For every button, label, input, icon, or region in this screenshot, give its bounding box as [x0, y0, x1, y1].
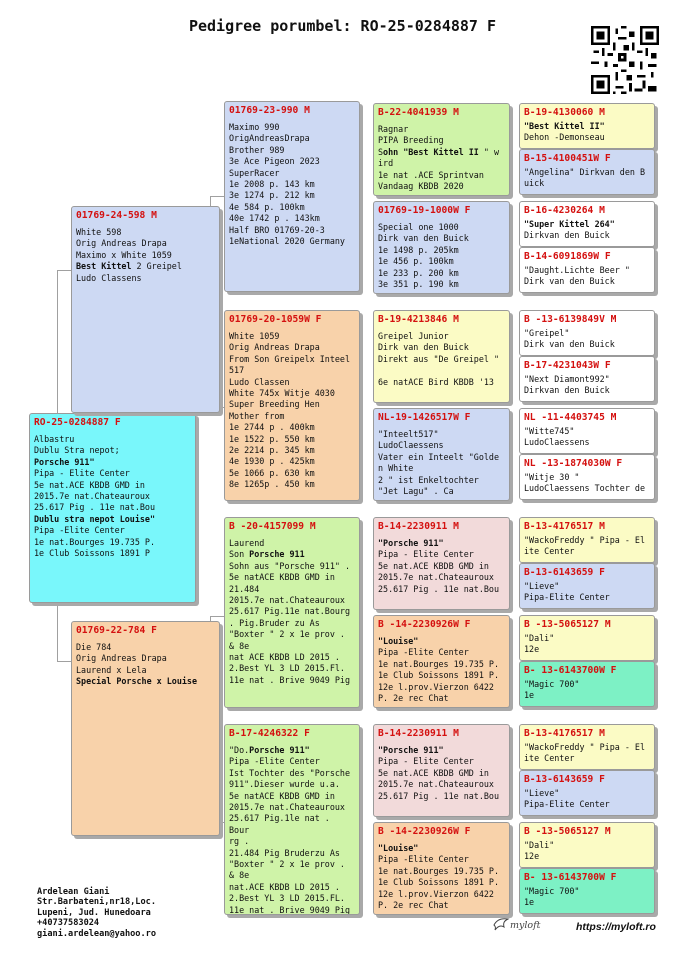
pigeon-info-line: 4e 584 p. 100km — [229, 201, 305, 212]
pigeon-info-line: 5e nat.ACE KBDB GMD in — [378, 767, 489, 778]
pigeon-info-line: Orig Andreas Drapa — [76, 653, 167, 664]
pigeon-info-line: Dirk van den Buick — [524, 276, 615, 287]
pedigree-card-g4-10[interactable] — [519, 563, 655, 609]
owner-name: Ardelean Giani — [37, 887, 110, 897]
pigeon-info-line: PIPA Breeding — [378, 135, 444, 146]
ring-number: 01769-23-990 M — [229, 105, 310, 116]
pigeon-info-line: 2015.7e nat.Chateauroux — [34, 491, 150, 502]
pigeon-info-line: "Jet Lagu" . Ca — [378, 486, 454, 497]
pedigree-card-ssd[interactable] — [373, 201, 510, 294]
pigeon-info-line: & 8e — [229, 640, 250, 651]
pigeon-info-line: rg . — [229, 836, 250, 847]
pigeon-info-line: 21.484 Pig Bruderzu As — [229, 847, 340, 858]
pigeon-info-line: Dirkvan den Buick — [524, 385, 610, 396]
qr-code-icon — [591, 26, 659, 94]
pigeon-info-line: Pipa - Elite Center — [378, 756, 474, 767]
pigeon-info-line: Super Breeding Hen — [229, 399, 320, 410]
pigeon-info-line: Laurend — [229, 538, 265, 548]
pedigree-card-ddd[interactable] — [373, 822, 510, 915]
pigeon-info-line: "Louise" — [378, 843, 419, 853]
owner-email: giani.ardelean@yahoo.ro — [37, 928, 156, 939]
pedigree-card-g4-11[interactable] — [519, 615, 655, 661]
owner-contact — [37, 887, 156, 939]
page-title: Pedigree porumbel: RO-25-0284887 F — [188, 17, 497, 35]
pigeon-info-line: Maximo x White 1059 — [76, 249, 172, 260]
pigeon-info-line: "Lieve" — [524, 581, 560, 591]
pigeon-info-line: 3e Ace Pigeon 2023 — [229, 156, 320, 167]
pigeon-info-line: Die 784 — [76, 642, 112, 652]
pigeon-info-line: "Witje 30 " — [524, 472, 580, 482]
pigeon-info-line: Best Kittel 2 Greipel — [76, 261, 182, 272]
pigeon-info-line: Dirkvan den Buick — [524, 230, 610, 241]
ring-number: B- 13-6143700W F — [524, 872, 617, 883]
pigeon-info-line: 1e 2744 p . 400km — [229, 422, 315, 433]
pigeon-info-line: "Dali" — [524, 840, 555, 850]
pigeon-info-line: "Angelina" Dirkvan den B — [524, 167, 646, 177]
pigeon-info-line: 5e 1066 p. 630 km — [229, 467, 315, 478]
pigeon-info-line: Dirk van den Buick — [378, 233, 469, 244]
pedigree-card-dss[interactable] — [373, 517, 510, 610]
pigeon-info-line: Pipa-Elite Center — [524, 799, 610, 810]
pigeon-info-line: 12e l.prov.Vierzon 6422 — [378, 681, 494, 692]
pigeon-info-line: n White — [378, 463, 414, 474]
pigeon-info-line: 1e Club Soissons 1891 P. — [378, 877, 500, 888]
pigeon-info-line: "Super Kittel 264" — [524, 219, 615, 229]
pigeon-info-line: "Dali" — [524, 633, 555, 643]
pedigree-card-sdd[interactable] — [373, 408, 510, 501]
pigeon-info-line: 2.Best YL 3 LD 2015.Fl. — [229, 663, 345, 674]
pigeon-info-line: Ist Tochter des "Porsche — [229, 767, 351, 778]
pedigree-card-sss[interactable] — [373, 103, 510, 196]
pigeon-info-line: Special Porsche x Louise — [76, 676, 198, 687]
pigeon-info-line: "Porsche 911" — [378, 745, 444, 755]
pigeon-info-line: nat.ACE KBDB LD 2015 . — [229, 881, 340, 892]
pigeon-info-line: Dirk van den Buick — [524, 339, 615, 350]
pigeon-info-line: ite Center — [524, 753, 575, 764]
pigeon-info-line: 25.617 Pig . 11e nat.Bou — [378, 583, 500, 594]
pigeon-info-line: 40e 1742 p . 143km — [229, 213, 320, 224]
pigeon-info-line: White 745x Witje 4030 — [229, 388, 335, 399]
pedigree-card-sds[interactable] — [373, 310, 510, 403]
pigeon-info-line: 21.484 — [229, 583, 260, 594]
pigeon-info-line: Ragnar — [378, 124, 409, 134]
ring-number: B-22-4041939 M — [378, 107, 459, 118]
pigeon-info-line: "Boxter " 2 x 1e prov . — [229, 629, 345, 640]
pedigree-card-g4-4[interactable] — [519, 247, 655, 293]
pigeon-info-line — [378, 365, 505, 376]
pigeon-info-line: "Do.Porsche 911" — [229, 745, 310, 755]
ring-number: B-17-4231043W F — [524, 360, 611, 371]
pigeon-info-line: Maximo 990 — [229, 122, 280, 132]
pigeon-info-line: 1e 456 p. 100km — [378, 256, 454, 267]
pedigree-card-g4-2[interactable] — [519, 149, 655, 195]
pedigree-card-dd[interactable] — [224, 724, 360, 915]
pigeon-info-line: Pipa -Elite Center — [229, 756, 320, 767]
pigeon-info-line: P. 2e rec Chat — [378, 693, 449, 704]
ring-number: B -13-5065127 M — [524, 826, 611, 837]
pigeon-info-line: "Daught.Lichte Beer " — [524, 265, 630, 275]
pigeon-info-line: Porsche 911" — [34, 456, 95, 467]
pigeon-info-line: 1e nat.Bourges 19.735 P. — [34, 536, 156, 547]
pigeon-info-line: 1e nat.Bourges 19.735 P. — [378, 658, 500, 669]
pigeon-info-line: 2e 2214 p. 345 km — [229, 445, 315, 456]
pedigree-card-ds[interactable] — [224, 517, 360, 708]
pigeon-info-line: Orig Andreas Drapa — [229, 342, 320, 353]
pigeon-logo-icon — [492, 915, 510, 933]
owner-city: Lupeni, Jud. Hunedoara — [37, 907, 151, 918]
pigeon-info-line: Greipel Junior — [378, 331, 449, 341]
pigeon-info-line: 6e natACE Bird KBDB '13 — [378, 376, 494, 387]
pigeon-info-line: Dublu Stra nepot; — [34, 445, 120, 456]
pedigree-card-dam[interactable] — [71, 621, 220, 836]
pigeon-info-line: 2015.7e nat.Chateauroux — [229, 802, 345, 813]
ring-number: NL -13-1874030W F — [524, 458, 623, 469]
ring-number: B-13-4176517 M — [524, 728, 605, 739]
pigeon-info-line: 1e nat .ACE Sprintvan — [378, 169, 484, 180]
ring-number: B- 13-6143700W F — [524, 665, 617, 676]
pigeon-info-line: 12e — [524, 851, 540, 862]
pigeon-info-line: ite Center — [524, 546, 575, 557]
owner-street: Str.Barbateni,nr18,Loc. — [37, 897, 156, 908]
pigeon-info-line: 5e natACE KBDB GMD in — [229, 790, 335, 801]
pigeon-info-line: 1e 233 p. 200 km — [378, 267, 459, 278]
pigeon-info-line: "Next Diamont992" — [524, 374, 610, 384]
pigeon-info-line: "Lieve" — [524, 788, 560, 798]
pigeon-info-line: Special one 1000 — [378, 222, 459, 232]
pigeon-info-line: 3e 1274 p. 212 km — [229, 190, 315, 201]
pigeon-info-line: SuperRacer — [229, 167, 280, 178]
pigeon-info-line: Albastru — [34, 434, 75, 444]
pigeon-info-line: "Greipel" — [524, 328, 570, 338]
pigeon-info-line: Pipa -Elite Center — [34, 525, 125, 536]
pigeon-info-line: Orig Andreas Drapa — [76, 238, 167, 249]
pigeon-info-line: 5e nat.ACE KBDB GMD in — [378, 560, 489, 571]
pigeon-info-line: White 1059 — [229, 331, 280, 341]
pigeon-info-line: "Best Kittel II" — [524, 121, 605, 131]
pigeon-info-line: Half BRO 01769-20-3 — [229, 224, 325, 235]
pigeon-info-line: "Boxter " 2 x 1e prov . — [229, 859, 345, 870]
ring-number: RO-25-0284887 F — [34, 417, 121, 428]
pigeon-info-line: . Pig.Bruder zu As — [229, 617, 320, 628]
pigeon-info-line: Dehon -Demonseau — [524, 132, 605, 143]
ring-number: B-19-4130060 M — [524, 107, 605, 118]
pigeon-info-line: 1e — [524, 690, 535, 701]
pigeon-info-line: 11e nat . Brive 9049 Pig — [229, 904, 351, 915]
ring-number: B -13-6139849V M — [524, 314, 617, 325]
ring-number: B -20-4157099 M — [229, 521, 316, 532]
pigeon-info-line: 1e nat.Bourges 19.735 P. — [378, 865, 500, 876]
pigeon-info-line: Pipa-Elite Center — [524, 592, 610, 603]
brand-name: myloft — [510, 920, 541, 931]
pedigree-card-g4-8[interactable] — [519, 454, 655, 500]
ring-number: NL -11-4403745 M — [524, 412, 617, 423]
pigeon-info-line: Pipa - Elite Center — [378, 549, 474, 560]
pigeon-info-line: 25.617 Pig.1le nat . Bour — [229, 813, 335, 835]
ring-number: 01769-19-1000W F — [378, 205, 471, 216]
pedigree-card-dsd[interactable] — [373, 615, 510, 708]
pedigree-card-sire[interactable] — [71, 206, 220, 413]
pigeon-info-line: LudoClaessens Tochter de — [524, 483, 646, 494]
ring-number: B-14-2230911 M — [378, 728, 459, 739]
pigeon-info-line: Brother 989 — [229, 144, 285, 155]
pigeon-info-line: 517 — [229, 365, 245, 376]
pigeon-info-line: 2 " ist Enkeltochter — [378, 474, 479, 485]
ring-number: B-13-6143659 F — [524, 774, 605, 785]
pigeon-info-line: "WackoFreddy " Pipa - El — [524, 742, 646, 752]
pigeon-info-line: Son Porsche 911 — [229, 549, 305, 560]
pigeon-info-line: Pipa -Elite Center — [378, 854, 469, 865]
pedigree-card-g4-1[interactable] — [519, 103, 655, 149]
pigeon-info-line: Direkt aus "De Greipel " — [378, 353, 500, 364]
pigeon-info-line: 1e Club Soissons 1891 P — [34, 548, 150, 559]
pigeon-info-line: "Inteelt517" — [378, 429, 439, 439]
pigeon-info-line: 5e nat.ACE KBDB GMD in — [34, 479, 145, 490]
pigeon-info-line: 1e Club Soissons 1891 P. — [378, 670, 500, 681]
pigeon-info-line: Vandaag KBDB 2020 — [378, 181, 464, 192]
pigeon-info-line: Sohn "Best Kittel II " w — [378, 146, 500, 157]
pigeon-info-line: Dublu stra nepot Louise" — [34, 513, 156, 524]
pigeon-info-line: 3e 351 p. 190 km — [378, 279, 459, 290]
pigeon-info-line: 911".Dieser wurde u.a. — [229, 779, 340, 790]
pigeon-info-line: 12e l.prov.Vierzon 6422 — [378, 888, 494, 899]
pigeon-info-line: Laurend x Lela — [76, 664, 147, 675]
pigeon-info-line: 1e 2008 p. 143 km — [229, 179, 315, 190]
pigeon-info-line: "Porsche 911" — [378, 538, 444, 548]
pigeon-info-line: Dirk van den Buick — [378, 342, 469, 353]
ring-number: 01769-24-598 M — [76, 210, 157, 221]
pigeon-info-line: 1e 1498 p. 205km — [378, 244, 459, 255]
pigeon-info-line: "WackoFreddy " Pipa - El — [524, 535, 646, 545]
pigeon-info-line: From Son Greipelx Inteel — [229, 353, 351, 364]
pigeon-info-line: LudoClaessens — [378, 440, 444, 451]
pigeon-info-line: 1e — [524, 897, 535, 908]
pigeon-info-line: Mother from — [229, 410, 285, 421]
ring-number: B -14-2230926W F — [378, 826, 471, 837]
pigeon-info-line: 1eNational 2020 Germany — [229, 236, 345, 247]
pigeon-info-line: ird — [378, 158, 394, 169]
pedigree-card-g4-14[interactable] — [519, 770, 655, 816]
pigeon-info-line: 8e 1265p . 450 km — [229, 479, 315, 490]
ring-number: B-15-4100451W F — [524, 153, 611, 164]
pigeon-info-line: 25.617 Pig . 11e nat.Bou — [378, 790, 500, 801]
pigeon-info-line: 5e natACE KBDB GMD in — [229, 572, 335, 583]
ring-number: B-19-4213846 M — [378, 314, 459, 325]
pigeon-info-line: 12e — [524, 644, 540, 655]
pigeon-info-line: uick — [524, 178, 545, 189]
pigeon-info-line: Pipa - Elite Center — [34, 468, 130, 479]
pigeon-info-line: 1e 1522 p. 550 km — [229, 433, 315, 444]
pigeon-info-line: Vater ein Inteelt "Golde — [378, 451, 500, 462]
ring-number: B -13-5065127 M — [524, 619, 611, 630]
pedigree-card-sd[interactable] — [224, 310, 360, 501]
pedigree-card-subject[interactable] — [29, 413, 196, 603]
pedigree-card-dds[interactable] — [373, 724, 510, 817]
pigeon-info-line: 11e nat . Brive 9049 Pig — [229, 674, 351, 685]
ring-number: B-17-4246322 F — [229, 728, 310, 739]
ring-number: 01769-20-1059W F — [229, 314, 322, 325]
ring-number: B-16-4230264 M — [524, 205, 605, 216]
pigeon-info-line: "Louise" — [378, 636, 419, 646]
pigeon-info-line: 2.Best YL 3 LD 2015.FL. — [229, 893, 345, 904]
ring-number: B-13-6143659 F — [524, 567, 605, 578]
pigeon-info-line: Sohn aus "Porsche 911" . — [229, 560, 351, 571]
pedigree-card-g4-5[interactable] — [519, 310, 655, 356]
pedigree-card-g4-9[interactable] — [519, 517, 655, 563]
pedigree-card-g4-6[interactable] — [519, 356, 655, 402]
pigeon-info-line: 25.617 Pig . 11e nat.Bou — [34, 502, 156, 513]
pedigree-card-g4-7[interactable] — [519, 408, 655, 454]
pigeon-info-line: Pipa -Elite Center — [378, 647, 469, 658]
ring-number: NL-19-1426517W F — [378, 412, 471, 423]
pigeon-info-line: "Magic 700" — [524, 886, 580, 896]
pigeon-info-line: P. 2e rec Chat — [378, 900, 449, 911]
pigeon-info-line: Ludo Classens — [76, 272, 142, 283]
ring-number: B-14-6091869W F — [524, 251, 611, 262]
pigeon-info-line: LudoClaessens — [524, 437, 590, 448]
pigeon-info-line: nat ACE KBDB LD 2015 . — [229, 652, 340, 663]
pedigree-card-g4-12[interactable] — [519, 661, 655, 707]
pigeon-info-line: & 8e — [229, 870, 250, 881]
pigeon-info-line: "Magic 700" — [524, 679, 580, 689]
pigeon-info-line: OrigAndreasDrapa — [229, 133, 310, 144]
ring-number: B-14-2230911 M — [378, 521, 459, 532]
ring-number: B-13-4176517 M — [524, 521, 605, 532]
pigeon-info-line: White 598 — [76, 227, 122, 237]
pigeon-info-line: 2015.7e nat.Chateauroux — [229, 595, 345, 606]
pigeon-info-line: 2015.7e nat.Chateauroux — [378, 779, 494, 790]
pigeon-info-line: "Witte745" — [524, 426, 575, 436]
pedigree-card-g4-3[interactable] — [519, 201, 655, 247]
ring-number: B -14-2230926W F — [378, 619, 471, 630]
pigeon-info-line: 4e 1930 p . 425km — [229, 456, 315, 467]
ring-number: 01769-22-784 F — [76, 625, 157, 636]
pigeon-info-line: 25.617 Pig.11e nat.Bourg — [229, 606, 351, 617]
website-link[interactable]: https://myloft.ro — [576, 921, 656, 933]
pigeon-info-line: Ludo Classen — [229, 376, 290, 387]
pigeon-info-line: 2015.7e nat.Chateauroux — [378, 572, 494, 583]
pedigree-card-g4-13[interactable] — [519, 724, 655, 770]
pedigree-card-g4-16[interactable] — [519, 868, 655, 914]
pedigree-card-g4-15[interactable] — [519, 822, 655, 868]
pedigree-card-ss[interactable] — [224, 101, 360, 292]
owner-phone: +40737583024 — [37, 918, 100, 929]
